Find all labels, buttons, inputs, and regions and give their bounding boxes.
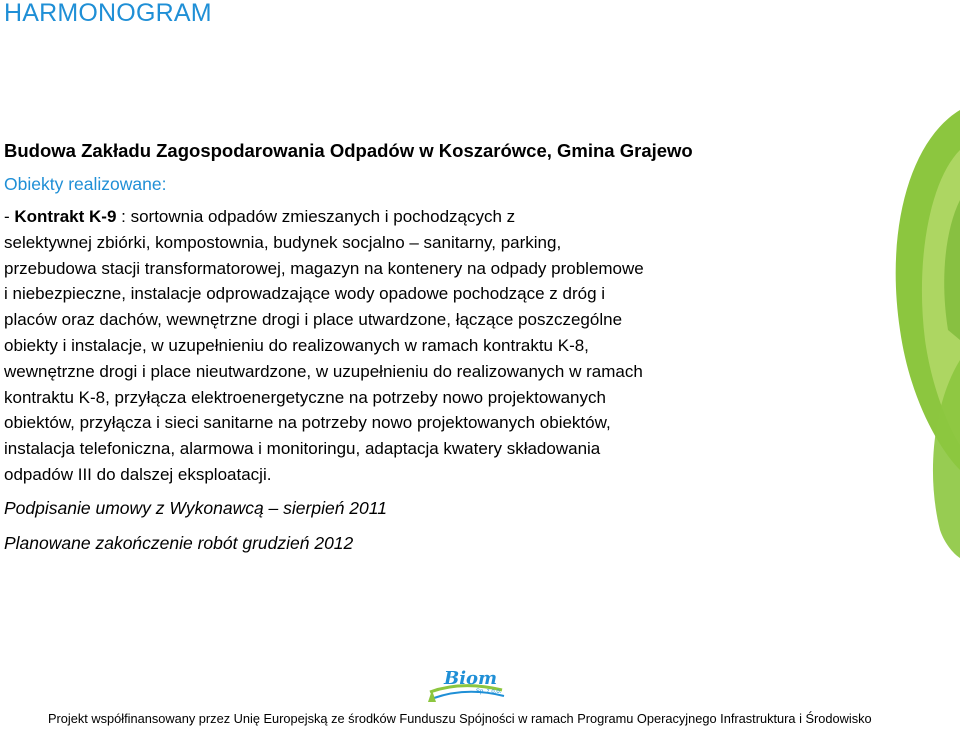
completion-date: Planowane zakończenie robót grudzień 2012 bbox=[4, 533, 354, 553]
description-line-8: kontraktu K-8, przyłącza elektroenergetyczne na potrzeby nowo projektowanych bbox=[4, 387, 606, 407]
objects-description bbox=[4, 204, 724, 488]
signing-date: Podpisanie umowy z Wykonawcą – sierpień 2011 bbox=[4, 498, 387, 518]
description-line-1 bbox=[4, 204, 724, 230]
footer-note: Projekt współfinansowany przez Unię Europejską ze środków Funduszu Spójności w ramach Programu Operacyjnego Infrastruktura i Środowisko bbox=[48, 711, 872, 726]
description-line-10: instalacja telefoniczna, alarmowa i monitoringu, adaptacja kwatery składowania bbox=[4, 439, 601, 459]
contract-label: Kontrakt K-9 bbox=[14, 207, 117, 226]
logo-name: Biom bbox=[444, 668, 498, 689]
description-line-3: przebudowa stacji transformatorowej, magazyn na kontenery na odpady problemowe bbox=[4, 258, 644, 278]
logo-suffix: Sp. z o.o. bbox=[476, 689, 502, 695]
slide-title: HARMONOGRAM bbox=[4, 0, 212, 27]
description-line-9: obiektów, przyłącza i sieci sanitarne na potrzeby nowo projektowanych obiektów, bbox=[4, 413, 611, 433]
description-line-11: odpadów III do dalszej eksploatacji. bbox=[4, 464, 272, 484]
contract-prefix: - bbox=[4, 207, 15, 226]
description-line-2: selektywnej zbiórki, kompostownia, budynek socjalno – sanitarny, parking, bbox=[4, 232, 562, 252]
biom-logo bbox=[422, 662, 522, 712]
description-line-7: wewnętrzne drogi i place nieutwardzone, w uzupełnieniu do realizowanych w ramach bbox=[4, 361, 643, 381]
description-line-4: i niebezpieczne, instalacje odprowadzające wody opadowe pochodzące z dróg i bbox=[4, 284, 606, 304]
description-line-1-text: : sortownia odpadów zmieszanych i pochodzących z bbox=[116, 207, 516, 226]
decorative-leaves bbox=[870, 0, 960, 560]
description-line-6: obiekty i instalacje, w uzupełnieniu do realizowanych w ramach kontraktu K-8, bbox=[4, 335, 589, 355]
description-line-5: placów oraz dachów, wewnętrzne drogi i place utwardzone, łączące poszczególne bbox=[4, 310, 623, 330]
objects-heading: Obiekty realizowane: bbox=[4, 174, 167, 194]
slide-subtitle: Budowa Zakładu Zagospodarowania Odpadów w Koszarówce, Gmina Grajewo bbox=[4, 140, 693, 161]
